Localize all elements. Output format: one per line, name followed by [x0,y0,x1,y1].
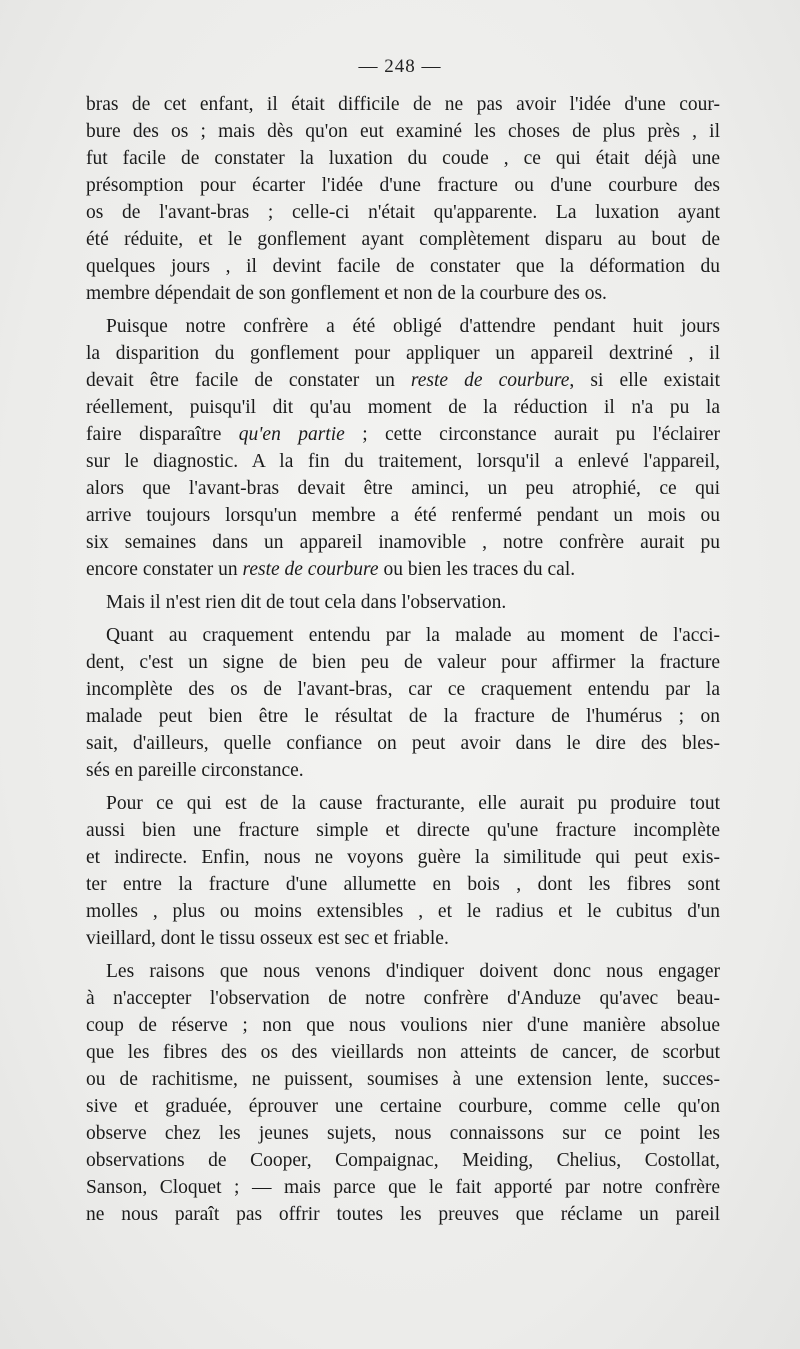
text-line: sur le diagnostic. A la fin du traitement, lorsqu'il a enlevé l'appareil, [86,451,720,472]
text-line: os de l'avant-bras ; celle-ci n'était qu'apparente. La luxation ayant [86,202,720,223]
italic-phrase: qu'en partie [238,424,345,445]
text-line: encore constater un reste de courbure ou bien les traces du cal. [86,559,576,580]
paragraph [86,91,720,307]
text-line: six semaines dans un appareil inamovible , notre confrère aurait pu [86,532,720,553]
paragraph [86,589,720,616]
body-text [86,91,720,1228]
text-line: fut facile de constater la luxation du coude , ce qui était déjà une [86,148,720,169]
text-line: été réduite, et le gonflement ayant complètement disparu au bout de [86,229,720,250]
text-line: et indirecte. Enfin, nous ne voyons guère la similitude qui peut exis- [86,847,720,868]
text-line: présomption pour écarter l'idée d'une fracture ou d'une courbure des [86,175,720,196]
paragraph [86,790,720,952]
text-line: sés en pareille circonstance. [86,760,304,781]
text-line: devait être facile de constater un reste de courbure, si elle existait [86,370,720,391]
text-line: coup de réserve ; non que nous voulions nier d'une manière absolue [86,1015,720,1036]
paragraph [86,958,720,1228]
text-line: ter entre la fracture d'une allumette en bois , dont les fibres sont [86,874,720,895]
text-line: bras de cet enfant, il était difficile de ne pas avoir l'idée d'une cour- [86,94,720,115]
italic-phrase: reste de courbure [410,370,570,391]
text-line: la disparition du gonflement pour appliquer un appareil dextriné , il [86,343,720,364]
text-line: faire disparaître qu'en partie ; cette circonstance aurait pu l'éclairer [86,424,720,445]
text-line: Sanson, Cloquet ; — mais parce que le fait apporté par notre confrère [86,1177,720,1198]
text-line: bure des os ; mais dès qu'on eut examiné les choses de plus près , il [86,121,720,142]
italic-phrase: reste de courbure [242,559,379,580]
text-line: ou de rachitisme, ne puissent, soumises à une extension lente, succes- [86,1069,720,1090]
text-line: quelques jours , il devint facile de constater que la déformation du [86,256,720,277]
text-line: Les raisons que nous venons d'indiquer doivent donc nous engager [106,961,720,982]
text-line: membre dépendait de son gonflement et non de la courbure des os. [86,283,607,304]
text-line: réellement, puisqu'il dit qu'au moment de la réduction il n'a pu la [86,397,720,418]
text-line: alors que l'avant-bras devait être aminci, un peu atrophié, ce qui [86,478,720,499]
text-line: malade peut bien être le résultat de la fracture de l'humérus ; on [86,706,720,727]
text-line: Pour ce qui est de la cause fracturante, elle aurait pu produire tout [106,793,720,814]
paragraph [86,622,720,784]
page-number: — 248 — [358,56,442,77]
text-line: dent, c'est un signe de bien peu de valeur pour affirmer la fracture [86,652,720,673]
text-line: sive et graduée, éprouver une certaine courbure, comme celle qu'on [86,1096,720,1117]
text-line: arrive toujours lorsqu'un membre a été renfermé pendant un mois ou [86,505,720,526]
text-line: à n'accepter l'observation de notre confrère d'Anduze qu'avec beau- [86,988,720,1009]
text-line: Puisque notre confrère a été obligé d'attendre pendant huit jours [106,316,720,337]
text-line: ne nous paraît pas offrir toutes les preuves que réclame un pareil [86,1204,720,1225]
text-line: Quant au craquement entendu par la malade au moment de l'acci- [106,625,720,646]
text-line: observations de Cooper, Compaignac, Meiding, Chelius, Costollat, [86,1150,720,1171]
paragraph [86,313,720,583]
text-line: Mais il n'est rien dit de tout cela dans l'observation. [106,592,507,613]
text-line: incomplète des os de l'avant-bras, car ce craquement entendu par la [86,679,720,700]
text-line: observe chez les jeunes sujets, nous connaissons sur ce point les [86,1123,720,1144]
text-line: molles , plus ou moins extensibles , et le radius et le cubitus d'un [86,901,720,922]
text-line: vieillard, dont le tissu osseux est sec et friable. [86,928,449,949]
text-line: sait, d'ailleurs, quelle confiance on peut avoir dans le dire des bles- [86,733,720,754]
text-line: que les fibres des os des vieillards non atteints de cancer, de scorbut [86,1042,720,1063]
text-line: aussi bien une fracture simple et directe qu'une fracture incomplète [86,820,720,841]
